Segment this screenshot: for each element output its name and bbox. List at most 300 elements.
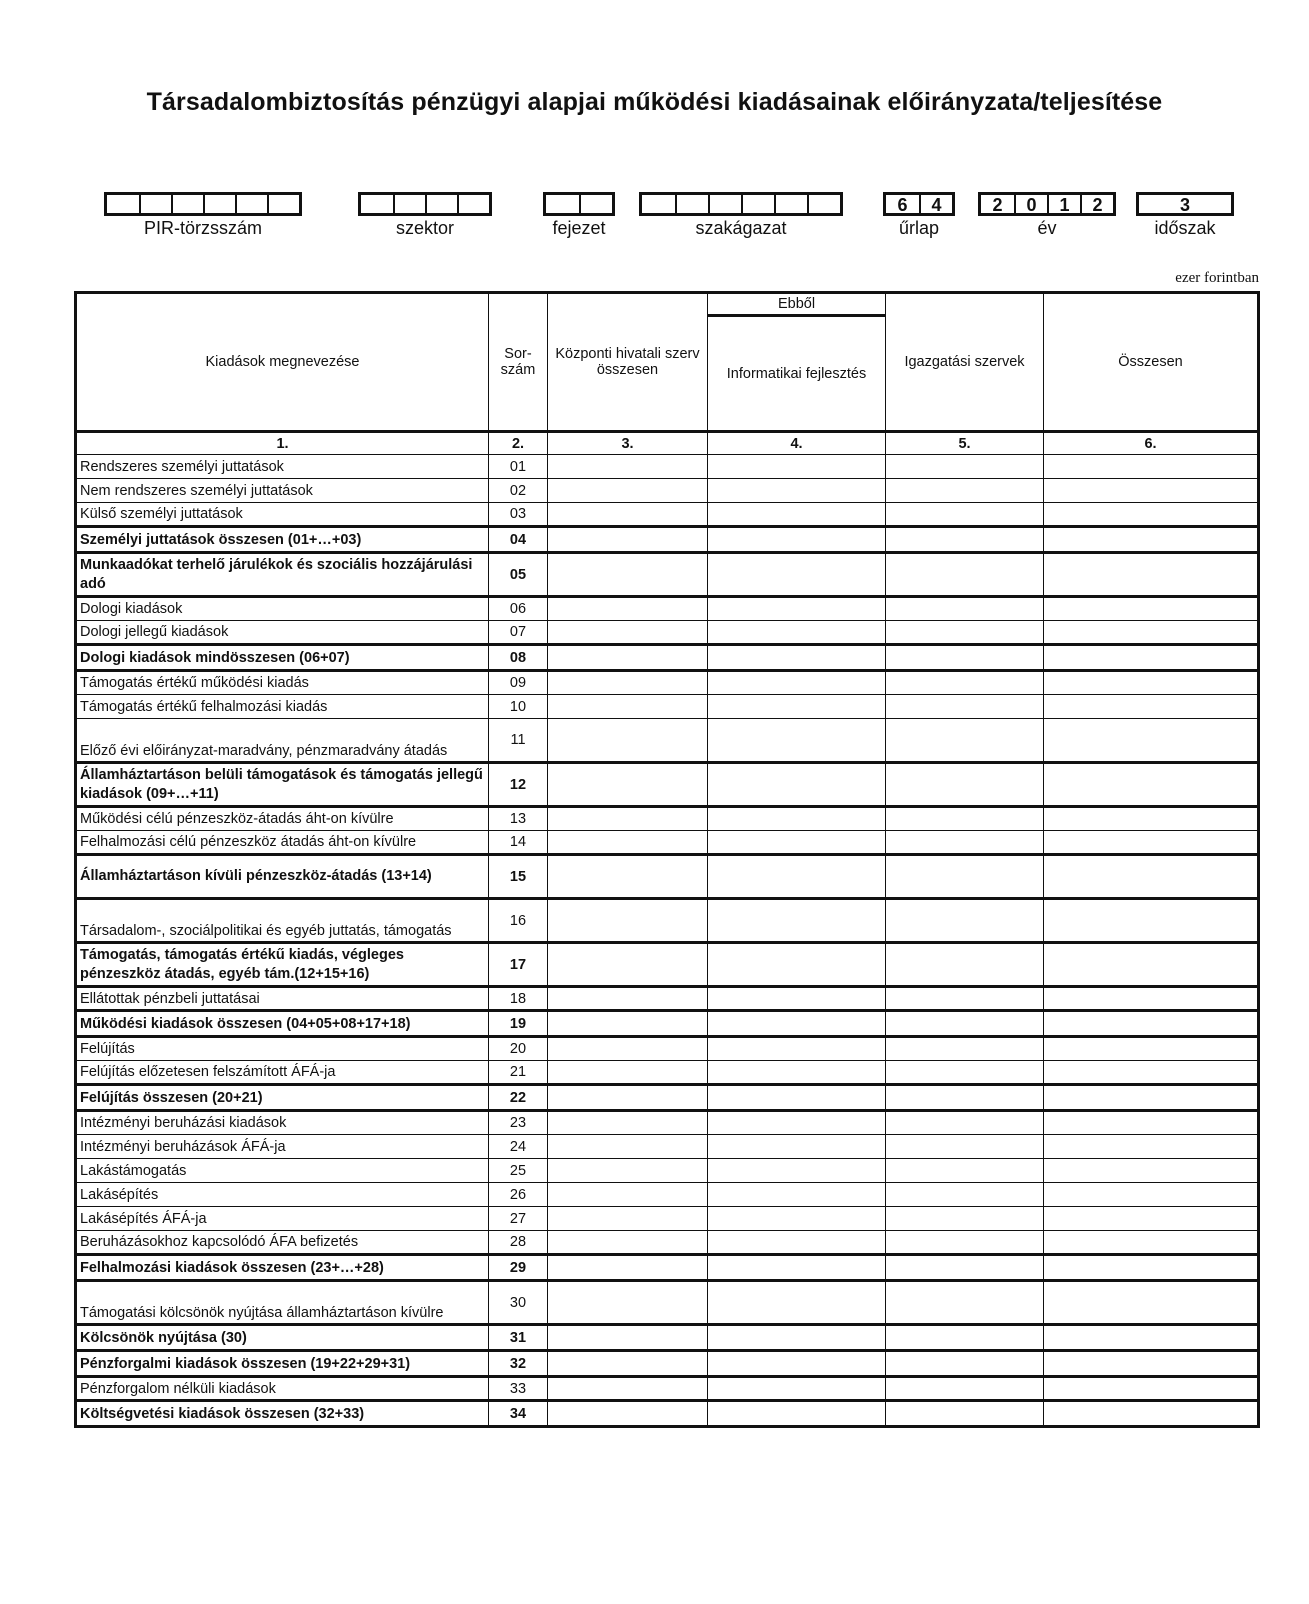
- value-cell[interactable]: [1044, 597, 1259, 621]
- row-label: Intézményi beruházási kiadások: [76, 1111, 489, 1135]
- id-field-boxes[interactable]: [104, 192, 302, 216]
- row-label: Külső személyi juttatások: [76, 503, 489, 527]
- row-label: Személyi juttatások összesen (01+…+03): [76, 527, 489, 553]
- id-digit-box[interactable]: [546, 195, 579, 213]
- value-cell[interactable]: [548, 1111, 708, 1135]
- row-number: 33: [489, 1377, 548, 1401]
- value-cell[interactable]: [886, 1159, 1044, 1183]
- value-cell[interactable]: [548, 1037, 708, 1061]
- id-field-label: PIR-törzsszám: [143, 218, 262, 238]
- row-number: 12: [489, 763, 548, 807]
- row-number: 14: [489, 831, 548, 855]
- id-field-label: fejezet: [552, 218, 606, 238]
- id-digit-box[interactable]: [393, 195, 425, 213]
- value-cell[interactable]: [1044, 1011, 1259, 1037]
- value-cell[interactable]: [886, 1351, 1044, 1377]
- row-number: 03: [489, 503, 548, 527]
- table-row: [76, 527, 1259, 553]
- value-cell[interactable]: [548, 1281, 708, 1325]
- row-number: 05: [489, 553, 548, 597]
- value-cell[interactable]: [708, 479, 886, 503]
- value-cell[interactable]: [548, 831, 708, 855]
- value-cell[interactable]: [1044, 763, 1259, 807]
- value-cell[interactable]: [548, 987, 708, 1011]
- row-number: 32: [489, 1351, 548, 1377]
- table-row: [76, 671, 1259, 695]
- value-cell[interactable]: [886, 503, 1044, 527]
- value-cell[interactable]: [886, 695, 1044, 719]
- value-cell[interactable]: [886, 1401, 1044, 1427]
- header-admin-bodies: Igazgatási szervek: [886, 293, 1044, 432]
- table-row: [76, 1325, 1259, 1351]
- table-row: [76, 621, 1259, 645]
- value-cell[interactable]: [886, 527, 1044, 553]
- value-cell[interactable]: [1044, 621, 1259, 645]
- row-label: Ellátottak pénzbeli juttatásai: [76, 987, 489, 1011]
- value-cell[interactable]: [1044, 1377, 1259, 1401]
- id-field-boxes[interactable]: [883, 192, 955, 216]
- row-label: Dologi jellegű kiadások: [76, 621, 489, 645]
- value-cell[interactable]: [708, 855, 886, 899]
- row-number: 23: [489, 1111, 548, 1135]
- value-cell[interactable]: [708, 807, 886, 831]
- row-label: Felújítás előzetesen felszámított ÁFÁ-ja: [76, 1061, 489, 1085]
- value-cell[interactable]: [708, 695, 886, 719]
- value-cell[interactable]: [1044, 1159, 1259, 1183]
- value-cell[interactable]: [708, 1401, 886, 1427]
- id-digit-box[interactable]: [774, 195, 807, 213]
- id-digit-box[interactable]: 2: [1080, 195, 1113, 213]
- value-cell[interactable]: [1044, 1183, 1259, 1207]
- row-label: Államháztartáson kívüli pénzeszköz-átadás (13+14): [76, 855, 489, 899]
- value-cell[interactable]: [1044, 987, 1259, 1011]
- value-cell[interactable]: [886, 1085, 1044, 1111]
- value-cell[interactable]: [548, 899, 708, 943]
- value-cell[interactable]: [886, 671, 1044, 695]
- value-cell[interactable]: [708, 1207, 886, 1231]
- id-digit-box[interactable]: [741, 195, 774, 213]
- column-number: 2.: [489, 432, 548, 455]
- row-number: 25: [489, 1159, 548, 1183]
- row-number: 01: [489, 455, 548, 479]
- value-cell[interactable]: [548, 1377, 708, 1401]
- value-cell[interactable]: [1044, 479, 1259, 503]
- value-cell[interactable]: [1044, 1037, 1259, 1061]
- value-cell[interactable]: [886, 553, 1044, 597]
- id-digit-box[interactable]: [171, 195, 203, 213]
- value-cell[interactable]: [708, 719, 886, 763]
- table-row: [76, 899, 1259, 943]
- table-row: [76, 1401, 1259, 1427]
- id-digit-box[interactable]: [139, 195, 171, 213]
- id-field-label: szektor: [395, 218, 455, 238]
- value-cell[interactable]: [708, 763, 886, 807]
- value-cell[interactable]: [548, 621, 708, 645]
- table-row: [76, 719, 1259, 763]
- value-cell[interactable]: [548, 1159, 708, 1183]
- value-cell[interactable]: [708, 1183, 886, 1207]
- row-label: Nem rendszeres személyi juttatások: [76, 479, 489, 503]
- value-cell[interactable]: [886, 621, 1044, 645]
- value-cell[interactable]: [886, 1037, 1044, 1061]
- value-cell[interactable]: [886, 1135, 1044, 1159]
- id-field-boxes[interactable]: [543, 192, 615, 216]
- value-cell[interactable]: [548, 763, 708, 807]
- row-number: 13: [489, 807, 548, 831]
- value-cell[interactable]: [548, 855, 708, 899]
- row-label: Felhalmozási célú pénzeszköz átadás áht-on kívülre: [76, 831, 489, 855]
- id-digit-box[interactable]: [675, 195, 708, 213]
- value-cell[interactable]: [1044, 553, 1259, 597]
- header-central-office: Központi hivatali szerv összesen: [548, 293, 708, 432]
- value-cell[interactable]: [886, 1281, 1044, 1325]
- id-digit-box[interactable]: [235, 195, 267, 213]
- id-field-boxes[interactable]: [1136, 192, 1234, 216]
- value-cell[interactable]: [886, 719, 1044, 763]
- row-number: 17: [489, 943, 548, 987]
- table-row: [76, 807, 1259, 831]
- id-field-label: szakágazat: [695, 218, 787, 238]
- value-cell[interactable]: [886, 645, 1044, 671]
- value-cell[interactable]: [548, 719, 708, 763]
- table-row: [76, 695, 1259, 719]
- row-label: Költségvetési kiadások összesen (32+33): [76, 1401, 489, 1427]
- id-field-label: időszak: [1154, 218, 1216, 238]
- row-number: 29: [489, 1255, 548, 1281]
- value-cell[interactable]: [886, 855, 1044, 899]
- value-cell[interactable]: [708, 1037, 886, 1061]
- row-label: Támogatás értékű felhalmozási kiadás: [76, 695, 489, 719]
- table-row: [76, 1011, 1259, 1037]
- id-field-label: űrlap: [898, 218, 940, 238]
- value-cell[interactable]: [708, 1135, 886, 1159]
- header-total: Összesen: [1044, 293, 1259, 432]
- row-number: 28: [489, 1231, 548, 1255]
- table-row: [76, 597, 1259, 621]
- row-label: Lakásépítés: [76, 1183, 489, 1207]
- table-row: [76, 1183, 1259, 1207]
- id-digit-box[interactable]: [361, 195, 393, 213]
- value-cell[interactable]: [708, 943, 886, 987]
- row-label: Államháztartáson belüli támogatások és támogatás jellegű kiadások (09+…+11): [76, 763, 489, 807]
- id-field: [883, 192, 955, 239]
- row-number: 11: [489, 719, 548, 763]
- id-digit-box[interactable]: [203, 195, 235, 213]
- id-field: [978, 192, 1116, 239]
- id-digit-box[interactable]: 6: [897, 195, 908, 215]
- row-number: 16: [489, 899, 548, 943]
- column-number: 5.: [886, 432, 1044, 455]
- value-cell[interactable]: [708, 1255, 886, 1281]
- value-cell[interactable]: [1044, 1231, 1259, 1255]
- value-cell[interactable]: [1044, 695, 1259, 719]
- id-digit-box[interactable]: [107, 195, 139, 213]
- value-cell[interactable]: [548, 1325, 708, 1351]
- id-digit-box[interactable]: 0: [1014, 195, 1047, 213]
- row-number: 18: [489, 987, 548, 1011]
- header-row-top: [76, 293, 1259, 316]
- value-cell[interactable]: [886, 1325, 1044, 1351]
- row-number: 06: [489, 597, 548, 621]
- value-cell[interactable]: [1044, 671, 1259, 695]
- row-label: Intézményi beruházások ÁFÁ-ja: [76, 1135, 489, 1159]
- value-cell[interactable]: [708, 1159, 886, 1183]
- value-cell[interactable]: [1044, 1401, 1259, 1427]
- value-cell[interactable]: [1044, 455, 1259, 479]
- value-cell[interactable]: [1044, 831, 1259, 855]
- row-number: 27: [489, 1207, 548, 1231]
- value-cell[interactable]: [886, 1011, 1044, 1037]
- value-cell[interactable]: [886, 455, 1044, 479]
- value-cell[interactable]: [708, 597, 886, 621]
- value-cell[interactable]: [548, 1085, 708, 1111]
- value-cell[interactable]: [548, 1207, 708, 1231]
- unit-label: ezer forintban: [1175, 270, 1259, 286]
- row-label: Felújítás összesen (20+21): [76, 1085, 489, 1111]
- value-cell[interactable]: [708, 1061, 886, 1085]
- value-cell[interactable]: [886, 1183, 1044, 1207]
- value-cell[interactable]: [708, 899, 886, 943]
- value-cell[interactable]: [1044, 943, 1259, 987]
- value-cell[interactable]: [708, 1011, 886, 1037]
- value-cell[interactable]: [548, 1061, 708, 1085]
- row-number: 04: [489, 527, 548, 553]
- table-row: [76, 553, 1259, 597]
- row-number: 15: [489, 855, 548, 899]
- id-digit-box[interactable]: [807, 195, 840, 213]
- row-label: Dologi kiadások mindösszesen (06+07): [76, 645, 489, 671]
- value-cell[interactable]: [548, 553, 708, 597]
- column-number: 1.: [76, 432, 489, 455]
- value-cell[interactable]: [708, 671, 886, 695]
- row-label: Dologi kiadások: [76, 597, 489, 621]
- value-cell[interactable]: [708, 503, 886, 527]
- row-number: 10: [489, 695, 548, 719]
- value-cell[interactable]: [548, 671, 708, 695]
- table-row: [76, 1351, 1259, 1377]
- value-cell[interactable]: [886, 597, 1044, 621]
- value-cell[interactable]: [1044, 719, 1259, 763]
- value-cell[interactable]: [548, 1401, 708, 1427]
- value-cell[interactable]: [886, 831, 1044, 855]
- table-row: [76, 455, 1259, 479]
- table-row: [76, 1377, 1259, 1401]
- value-cell[interactable]: [1044, 1111, 1259, 1135]
- row-label: Beruházásokhoz kapcsolódó ÁFA befizetés: [76, 1231, 489, 1255]
- value-cell[interactable]: [886, 763, 1044, 807]
- value-cell[interactable]: [1044, 855, 1259, 899]
- value-cell[interactable]: [886, 1061, 1044, 1085]
- value-cell[interactable]: [548, 455, 708, 479]
- value-cell[interactable]: [886, 1231, 1044, 1255]
- header-row-number: Sor- szám: [489, 293, 548, 432]
- id-field: [543, 192, 615, 239]
- value-cell[interactable]: [708, 1281, 886, 1325]
- value-cell[interactable]: [886, 1255, 1044, 1281]
- value-cell[interactable]: [548, 807, 708, 831]
- row-number: 22: [489, 1085, 548, 1111]
- row-number: 21: [489, 1061, 548, 1085]
- value-cell[interactable]: [1044, 899, 1259, 943]
- value-cell[interactable]: [886, 899, 1044, 943]
- id-digit-box[interactable]: 1: [1047, 195, 1080, 213]
- table-row: [76, 503, 1259, 527]
- id-digit-box[interactable]: [457, 195, 489, 213]
- value-cell[interactable]: [708, 1377, 886, 1401]
- id-field-boxes[interactable]: [639, 192, 843, 216]
- value-cell[interactable]: [548, 503, 708, 527]
- value-cell[interactable]: [708, 455, 886, 479]
- value-cell[interactable]: [708, 987, 886, 1011]
- column-number-row: [76, 432, 1259, 455]
- value-cell[interactable]: [548, 1135, 708, 1159]
- table-row: [76, 1135, 1259, 1159]
- page-title: Társadalombiztosítás pénzügyi alapjai működési kiadásainak előirányzata/teljesítése: [146, 88, 1163, 116]
- value-cell[interactable]: [886, 1377, 1044, 1401]
- value-cell[interactable]: [708, 1325, 886, 1351]
- value-cell[interactable]: [1044, 1281, 1259, 1325]
- table-row: [76, 1111, 1259, 1135]
- value-cell[interactable]: [548, 527, 708, 553]
- value-cell[interactable]: [886, 807, 1044, 831]
- row-number: 09: [489, 671, 548, 695]
- id-digit-box[interactable]: 2: [992, 195, 1003, 215]
- column-number: 6.: [1044, 432, 1259, 455]
- table-row: [76, 855, 1259, 899]
- value-cell[interactable]: [1044, 1255, 1259, 1281]
- row-label: Munkaadókat terhelő járulékok és szociális hozzájárulási adó: [76, 553, 489, 597]
- expenditure-table: [74, 291, 1260, 1428]
- value-cell[interactable]: [708, 1351, 886, 1377]
- row-label: Működési célú pénzeszköz-átadás áht-on kívülre: [76, 807, 489, 831]
- id-field: [104, 192, 302, 239]
- row-label: Lakásépítés ÁFÁ-ja: [76, 1207, 489, 1231]
- row-label: Rendszeres személyi juttatások: [76, 455, 489, 479]
- value-cell[interactable]: [1044, 1085, 1259, 1111]
- value-cell[interactable]: [1044, 503, 1259, 527]
- value-cell[interactable]: [548, 695, 708, 719]
- header-ebbol: Ebből: [708, 293, 886, 316]
- row-number: 24: [489, 1135, 548, 1159]
- id-digit-box[interactable]: 3: [1179, 195, 1190, 215]
- row-number: 07: [489, 621, 548, 645]
- row-label: Pénzforgalmi kiadások összesen (19+22+29+31): [76, 1351, 489, 1377]
- table-row: [76, 763, 1259, 807]
- value-cell[interactable]: [886, 987, 1044, 1011]
- row-number: 31: [489, 1325, 548, 1351]
- table-row: [76, 1231, 1259, 1255]
- value-cell[interactable]: [548, 1183, 708, 1207]
- column-number: 3.: [548, 432, 708, 455]
- table-row: [76, 1061, 1259, 1085]
- row-label: Társadalom-, szociálpolitikai és egyéb juttatás, támogatás: [76, 899, 489, 943]
- id-field-boxes[interactable]: [978, 192, 1116, 216]
- value-cell[interactable]: [708, 553, 886, 597]
- value-cell[interactable]: [1044, 527, 1259, 553]
- value-cell[interactable]: [708, 1085, 886, 1111]
- value-cell[interactable]: [548, 1231, 708, 1255]
- value-cell[interactable]: [548, 943, 708, 987]
- row-label: Támogatás, támogatás értékű kiadás, végleges pénzeszköz átadás, egyéb tám.(12+15+16): [76, 943, 489, 987]
- id-field: [1136, 192, 1234, 239]
- table-row: [76, 1159, 1259, 1183]
- value-cell[interactable]: [886, 1207, 1044, 1231]
- id-digit-box[interactable]: [708, 195, 741, 213]
- value-cell[interactable]: [708, 527, 886, 553]
- row-number: 26: [489, 1183, 548, 1207]
- value-cell[interactable]: [548, 1351, 708, 1377]
- table-row: [76, 1207, 1259, 1231]
- id-field: [358, 192, 492, 239]
- row-label: Támogatási kölcsönök nyújtása államháztartáson kívülre: [76, 1281, 489, 1325]
- value-cell[interactable]: [548, 1255, 708, 1281]
- header-description: Kiadások megnevezése: [76, 293, 489, 432]
- table-row: [76, 987, 1259, 1011]
- row-number: 08: [489, 645, 548, 671]
- row-label: Lakástámogatás: [76, 1159, 489, 1183]
- column-number: 4.: [708, 432, 886, 455]
- id-digit-box[interactable]: [642, 195, 675, 213]
- id-digit-box[interactable]: [425, 195, 457, 213]
- value-cell[interactable]: [708, 645, 886, 671]
- id-digit-box[interactable]: 4: [919, 195, 952, 213]
- row-number: 02: [489, 479, 548, 503]
- id-field-boxes[interactable]: [358, 192, 492, 216]
- value-cell[interactable]: [548, 479, 708, 503]
- table-row: [76, 1281, 1259, 1325]
- value-cell[interactable]: [1044, 645, 1259, 671]
- value-cell[interactable]: [1044, 1325, 1259, 1351]
- id-digit-box[interactable]: [579, 195, 612, 213]
- value-cell[interactable]: [548, 645, 708, 671]
- header-it-development: Informatikai fejlesztés: [708, 316, 886, 432]
- value-cell[interactable]: [1044, 1061, 1259, 1085]
- id-field-label: év: [1037, 218, 1057, 238]
- value-cell[interactable]: [708, 831, 886, 855]
- row-label: Támogatás értékű működési kiadás: [76, 671, 489, 695]
- value-cell[interactable]: [1044, 1351, 1259, 1377]
- value-cell[interactable]: [548, 597, 708, 621]
- value-cell[interactable]: [1044, 1207, 1259, 1231]
- value-cell[interactable]: [1044, 1135, 1259, 1159]
- row-number: 19: [489, 1011, 548, 1037]
- row-number: 20: [489, 1037, 548, 1061]
- value-cell[interactable]: [886, 1111, 1044, 1135]
- table-row: [76, 1037, 1259, 1061]
- value-cell[interactable]: [886, 943, 1044, 987]
- table-row: [76, 479, 1259, 503]
- table-row: [76, 1255, 1259, 1281]
- value-cell[interactable]: [1044, 807, 1259, 831]
- row-label: Felhalmozási kiadások összesen (23+…+28): [76, 1255, 489, 1281]
- row-label: Pénzforgalom nélküli kiadások: [76, 1377, 489, 1401]
- row-label: Működési kiadások összesen (04+05+08+17+18): [76, 1011, 489, 1037]
- value-cell[interactable]: [708, 621, 886, 645]
- value-cell[interactable]: [548, 1011, 708, 1037]
- id-field: [639, 192, 843, 239]
- id-digit-box[interactable]: [267, 195, 299, 213]
- row-label: Kölcsönök nyújtása (30): [76, 1325, 489, 1351]
- table-row: [76, 943, 1259, 987]
- table-row: [76, 645, 1259, 671]
- row-label: Felújítás: [76, 1037, 489, 1061]
- value-cell[interactable]: [708, 1111, 886, 1135]
- value-cell[interactable]: [708, 1231, 886, 1255]
- value-cell[interactable]: [886, 479, 1044, 503]
- row-number: 30: [489, 1281, 548, 1325]
- table-row: [76, 831, 1259, 855]
- table-row: [76, 1085, 1259, 1111]
